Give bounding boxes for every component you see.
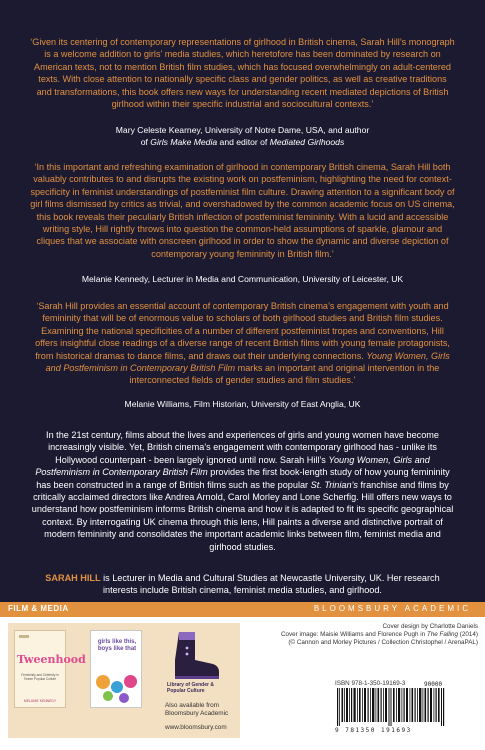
quote-1-attribution-book2: Mediated Girlhoods (269, 136, 345, 147)
cover-image-credit-a: Cover image: Maisie Williams and Florence Pugh in (280, 631, 427, 638)
promo-book1-author: MELANIE KENNEDY (23, 699, 57, 703)
publisher-label: BLOOMSBURY ACADEMIC (313, 604, 471, 613)
quote-3-text-b: marks an important and original intervention in the interconnected fields of gender studies and film studies.’ (129, 363, 440, 386)
also-available (165, 702, 243, 718)
promo-book-tweenhood (14, 630, 86, 708)
promo-series-name: Library of Gender & Popular Culture (167, 682, 214, 694)
promo-book-girls-like-this (90, 630, 142, 708)
promo-book1-title: Tweenhood (17, 653, 86, 666)
also-available-line1: Also available from (165, 702, 219, 709)
cover-image-credit-b: (2014) (458, 631, 478, 638)
price-code: 90000 (424, 681, 443, 688)
quote-2-attribution: Melanie Kennedy, Lecturer in Media and Communication, University of Leicester, UK (81, 274, 404, 284)
quote-1-attribution-book1: Girls Make Media (150, 136, 218, 147)
blurb-part1: In the 21st century, films about the lives and experiences of girls and young women have become increasingly visible. Yet, British cinema’s engagement with contemporary girlhood has - unlike its Hollywood counterpart - been largely ignored until now. Sarah Hill’s (46, 430, 439, 465)
blurb-part3: franchise and films by critically acclaimed directors like Andrea Arnold, Carol Morley and Lone Scherfig. Hill offers new ways to understand how postfeminism informs British cinema and how it is adapted to fit its specific geographical context. By interrogating UK cinema through this lens, Hill paints a diverse and distinctive portrait of modern femininity and consolidates the important academic links between film, feminist media and girlhood studies. (31, 479, 454, 552)
quote-1-attribution (30, 125, 455, 148)
boot-icon (165, 630, 221, 680)
author-name: SARAH HILL (45, 573, 101, 583)
author-bio-text: is Lecturer in Media and Cultural Studies at Newcastle University, UK. Her research interests include British cinema, feminist media studies, and girlhood. (100, 573, 440, 596)
category-label: FILM & MEDIA (8, 604, 69, 613)
cover-image-copyright: (© Cannon and Morley Pictures / Collection Christophel / ArenaPAL) (288, 639, 478, 646)
blurb-book-title: Young Women, Girls and Postfeminism in Contemporary British Film (35, 454, 430, 478)
decor-dot-icon (96, 675, 110, 689)
quote-3-text (30, 300, 455, 387)
decor-dot-icon (103, 691, 113, 701)
quote-3-text-a: ‘Sarah Hill provides an essential account of contemporary British cinema’s engagement with youth and femininity that will be of enormous value to scholars of both girlhood studies and British film studies. Examining the national specificities of a number of different postfeminist tropes and conventions, Hill offers insightful close readings of a diverse range of recent British films with young female protagonists, from historical dramas to dance films, and draws out their underlying connections. (35, 301, 450, 361)
quote-1-attribution-line1: Mary Celeste Kearney, University of Notre Dame, USA, and author (115, 125, 370, 135)
also-available-line2: Bloomsbury Academic (165, 710, 229, 717)
cover-design-credit: Cover design by Charlotte Daniels (382, 623, 478, 630)
quote-1-attribution-of: of (140, 136, 151, 147)
book-blurb (30, 429, 455, 553)
promo-series-logo (165, 630, 231, 700)
barcode-number: 9 781350 191693 (335, 727, 412, 734)
author-bio (30, 572, 455, 597)
promo-book1-subtitle: Femininity and Celebrity in Tween Popular Culture (21, 673, 59, 681)
decor-dot-icon (124, 675, 137, 688)
blurb-part2: provides the first book-length study of how young femininity has been constructed in a range of British films such as the popular (36, 467, 450, 490)
quote-3-attribution: Melanie Williams, Film Historian, University of East Anglia, UK (124, 399, 361, 409)
quote-1-attribution-mid: and editor of (217, 136, 270, 147)
cover-image-film: The Falling (426, 631, 459, 638)
decor-dot-icon (111, 681, 123, 693)
quote-2-text: ‘In this important and refreshing examination of girlhood in contemporary British cinema, Sarah Hill both valuably contributes to and disrupts the existing work on postfeminism, highlighting the need for context-specificity in feminist understandings of postfeminist film culture. Drawing attention to a significant body of girl films dismissed by critics as trivial, and overshadowed by the common academic focus on US cinema, this book reveals their peculiarly British inflection of postfeminist femininity. With a lucid and accessible writing style, Hill rightly throws into question the common-held assumptions of sparkle, glamour and cliques that we associate with onscreen girlhood in order to show the dynamic and diverse depiction of contemporary young femininity in British film.’ (30, 162, 455, 259)
series-mark-icon (19, 635, 29, 638)
promo-book2-title: girls like this, boys like that (97, 639, 137, 652)
quote-1-text: ‘Given its centering of contemporary representations of girlhood in British cinema, Sarah Hill’s monograph is a welcome addition to girls’ media studies, which heretofore has been dominated by research on American texts, not to mention British film studies, which has focused overwhelmingly on adult-centered texts. With close attention to nationally specific class and gender politics, as well as creative traditions and transformations, this book offers new ways for understanding recent mediated depictions of British girlhood within their specific industrial and sociocultural contexts.’ (30, 37, 455, 110)
category-band (0, 602, 485, 617)
decor-dot-icon (119, 693, 129, 703)
publisher-website: www.bloomsbury.com (165, 724, 227, 731)
blurb-film-title: St. Trinian’s (310, 479, 358, 490)
quote-3-book-title: Young Women, Girls and Postfeminism in Contemporary British Film (45, 350, 450, 374)
isbn-label: ISBN 978-1-350-19169-3 (335, 680, 406, 687)
cover-credits (246, 623, 478, 647)
barcode-icon (335, 688, 455, 726)
